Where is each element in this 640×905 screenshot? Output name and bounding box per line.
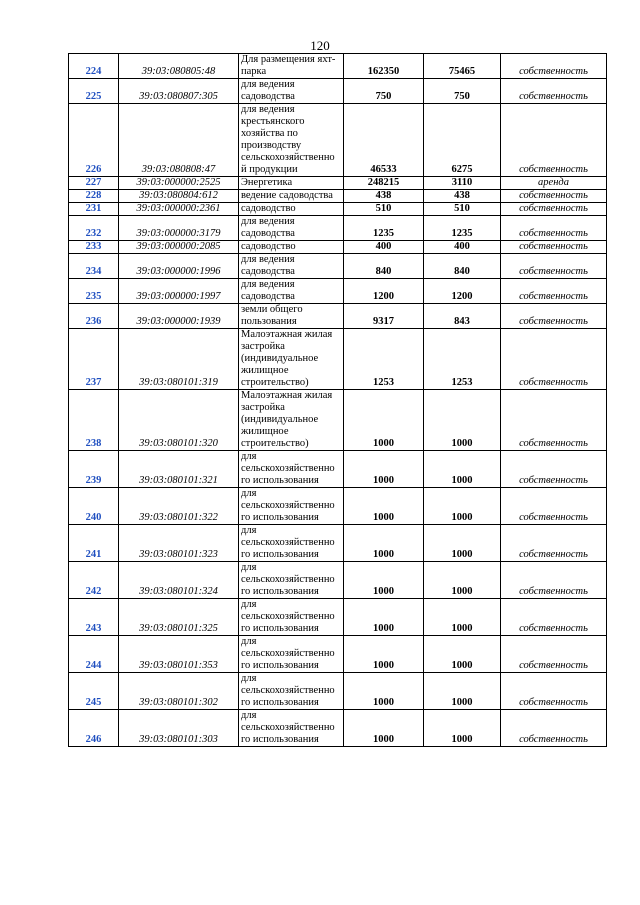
row-number: 239 [69, 451, 119, 488]
table-row [69, 190, 607, 203]
permitted-use: для сельскохозяйственно го использования [239, 488, 344, 525]
table-row [69, 488, 607, 525]
table-row [69, 254, 607, 279]
area-total: 1200 [344, 279, 424, 304]
row-number: 232 [69, 216, 119, 241]
table-row [69, 329, 607, 390]
area-within: 75465 [424, 54, 501, 79]
table-row [69, 525, 607, 562]
cadastral-number: 39:03:080101:325 [119, 599, 239, 636]
row-number: 235 [69, 279, 119, 304]
right-type: собственность [501, 636, 607, 673]
area-total: 750 [344, 79, 424, 104]
cadastral-number: 39:03:080101:353 [119, 636, 239, 673]
permitted-use: ведение садоводства [239, 190, 344, 203]
cadastral-number: 39:03:080805:48 [119, 54, 239, 79]
right-type: собственность [501, 54, 607, 79]
cadastral-number: 39:03:000000:1939 [119, 304, 239, 329]
permitted-use: Энергетика [239, 177, 344, 190]
permitted-use: для сельскохозяйственно го использования [239, 673, 344, 710]
table-row [69, 177, 607, 190]
table-row [69, 54, 607, 79]
cadastral-number: 39:03:080101:324 [119, 562, 239, 599]
row-number: 246 [69, 710, 119, 747]
page-number: 120 [310, 38, 330, 53]
right-type: собственность [501, 203, 607, 216]
table-row [69, 79, 607, 104]
cadastral-number: 39:03:000000:2361 [119, 203, 239, 216]
permitted-use: садоводство [239, 203, 344, 216]
row-number: 234 [69, 254, 119, 279]
area-within: 3110 [424, 177, 501, 190]
permitted-use: для ведения садоводства [239, 216, 344, 241]
land-plots-table [68, 53, 607, 747]
right-type: собственность [501, 216, 607, 241]
table-row [69, 673, 607, 710]
permitted-use: садоводство [239, 241, 344, 254]
area-within: 840 [424, 254, 501, 279]
permitted-use: Для размещения яхт- парка [239, 54, 344, 79]
row-number: 245 [69, 673, 119, 710]
area-within: 510 [424, 203, 501, 216]
table-row [69, 710, 607, 747]
permitted-use: для сельскохозяйственно го использования [239, 710, 344, 747]
right-type: собственность [501, 525, 607, 562]
area-total: 248215 [344, 177, 424, 190]
area-within: 438 [424, 190, 501, 203]
right-type: собственность [501, 79, 607, 104]
row-number: 233 [69, 241, 119, 254]
row-number: 226 [69, 104, 119, 177]
permitted-use: для сельскохозяйственно го использования [239, 525, 344, 562]
permitted-use: для сельскохозяйственно го использования [239, 562, 344, 599]
row-number: 227 [69, 177, 119, 190]
area-total: 1000 [344, 710, 424, 747]
area-within: 1000 [424, 562, 501, 599]
area-total: 510 [344, 203, 424, 216]
cadastral-number: 39:03:000000:2085 [119, 241, 239, 254]
permitted-use: Малоэтажная жилая застройка (индивидуальное жилищное строительство) [239, 390, 344, 451]
area-within: 1000 [424, 599, 501, 636]
table-row [69, 203, 607, 216]
area-within: 1000 [424, 488, 501, 525]
area-total: 1000 [344, 390, 424, 451]
cadastral-number: 39:03:000000:1996 [119, 254, 239, 279]
cadastral-number: 39:03:080101:303 [119, 710, 239, 747]
table-row [69, 104, 607, 177]
area-total: 1235 [344, 216, 424, 241]
right-type: собственность [501, 673, 607, 710]
table-row [69, 304, 607, 329]
area-total: 1000 [344, 525, 424, 562]
cadastral-number: 39:03:080804:612 [119, 190, 239, 203]
area-within: 1000 [424, 673, 501, 710]
row-number: 244 [69, 636, 119, 673]
permitted-use: Малоэтажная жилая застройка (индивидуальное жилищное строительство) [239, 329, 344, 390]
area-total: 9317 [344, 304, 424, 329]
row-number: 238 [69, 390, 119, 451]
area-total: 840 [344, 254, 424, 279]
area-total: 1000 [344, 636, 424, 673]
area-total: 1000 [344, 673, 424, 710]
right-type: собственность [501, 254, 607, 279]
area-within: 400 [424, 241, 501, 254]
right-type: собственность [501, 562, 607, 599]
cadastral-number: 39:03:000000:2525 [119, 177, 239, 190]
cadastral-number: 39:03:000000:1997 [119, 279, 239, 304]
area-total: 1000 [344, 451, 424, 488]
area-total: 438 [344, 190, 424, 203]
table-row [69, 636, 607, 673]
area-within: 1000 [424, 636, 501, 673]
cadastral-number: 39:03:080101:321 [119, 451, 239, 488]
cadastral-number: 39:03:080101:323 [119, 525, 239, 562]
cadastral-number: 39:03:080101:302 [119, 673, 239, 710]
permitted-use: для ведения садоводства [239, 279, 344, 304]
permitted-use: земли общего пользования [239, 304, 344, 329]
row-number: 237 [69, 329, 119, 390]
area-within: 1000 [424, 390, 501, 451]
permitted-use: для сельскохозяйственно го использования [239, 636, 344, 673]
right-type: собственность [501, 451, 607, 488]
cadastral-number: 39:03:080101:320 [119, 390, 239, 451]
table-row [69, 241, 607, 254]
area-within: 6275 [424, 104, 501, 177]
area-within: 1000 [424, 525, 501, 562]
cadastral-number: 39:03:080101:319 [119, 329, 239, 390]
row-number: 243 [69, 599, 119, 636]
cadastral-number: 39:03:080807:305 [119, 79, 239, 104]
row-number: 225 [69, 79, 119, 104]
area-total: 162350 [344, 54, 424, 79]
right-type: собственность [501, 304, 607, 329]
permitted-use: для сельскохозяйственно го использования [239, 599, 344, 636]
row-number: 228 [69, 190, 119, 203]
permitted-use: для ведения садоводства [239, 254, 344, 279]
area-total: 1000 [344, 488, 424, 525]
right-type: собственность [501, 390, 607, 451]
area-within: 750 [424, 79, 501, 104]
permitted-use: для ведения крестьянского хозяйства по производству сельскохозяйственно й продукции [239, 104, 344, 177]
area-within: 1200 [424, 279, 501, 304]
row-number: 236 [69, 304, 119, 329]
table-row [69, 451, 607, 488]
area-total: 1000 [344, 562, 424, 599]
cadastral-number: 39:03:080101:322 [119, 488, 239, 525]
area-within: 1000 [424, 710, 501, 747]
table-row [69, 216, 607, 241]
permitted-use: для сельскохозяйственно го использования [239, 451, 344, 488]
right-type: собственность [501, 599, 607, 636]
right-type: аренда [501, 177, 607, 190]
row-number: 240 [69, 488, 119, 525]
right-type: собственность [501, 488, 607, 525]
right-type: собственность [501, 104, 607, 177]
right-type: собственность [501, 710, 607, 747]
area-total: 46533 [344, 104, 424, 177]
row-number: 224 [69, 54, 119, 79]
area-total: 1000 [344, 599, 424, 636]
area-within: 1235 [424, 216, 501, 241]
right-type: собственность [501, 241, 607, 254]
area-within: 843 [424, 304, 501, 329]
row-number: 241 [69, 525, 119, 562]
right-type: собственность [501, 190, 607, 203]
area-total: 400 [344, 241, 424, 254]
cadastral-number: 39:03:080808:47 [119, 104, 239, 177]
area-total: 1253 [344, 329, 424, 390]
area-within: 1000 [424, 451, 501, 488]
cadastral-number: 39:03:000000:3179 [119, 216, 239, 241]
area-within: 1253 [424, 329, 501, 390]
table-row [69, 390, 607, 451]
row-number: 242 [69, 562, 119, 599]
table-row [69, 562, 607, 599]
right-type: собственность [501, 329, 607, 390]
permitted-use: для ведения садоводства [239, 79, 344, 104]
table-body [69, 54, 607, 747]
row-number: 231 [69, 203, 119, 216]
table-row [69, 279, 607, 304]
table-row [69, 599, 607, 636]
right-type: собственность [501, 279, 607, 304]
